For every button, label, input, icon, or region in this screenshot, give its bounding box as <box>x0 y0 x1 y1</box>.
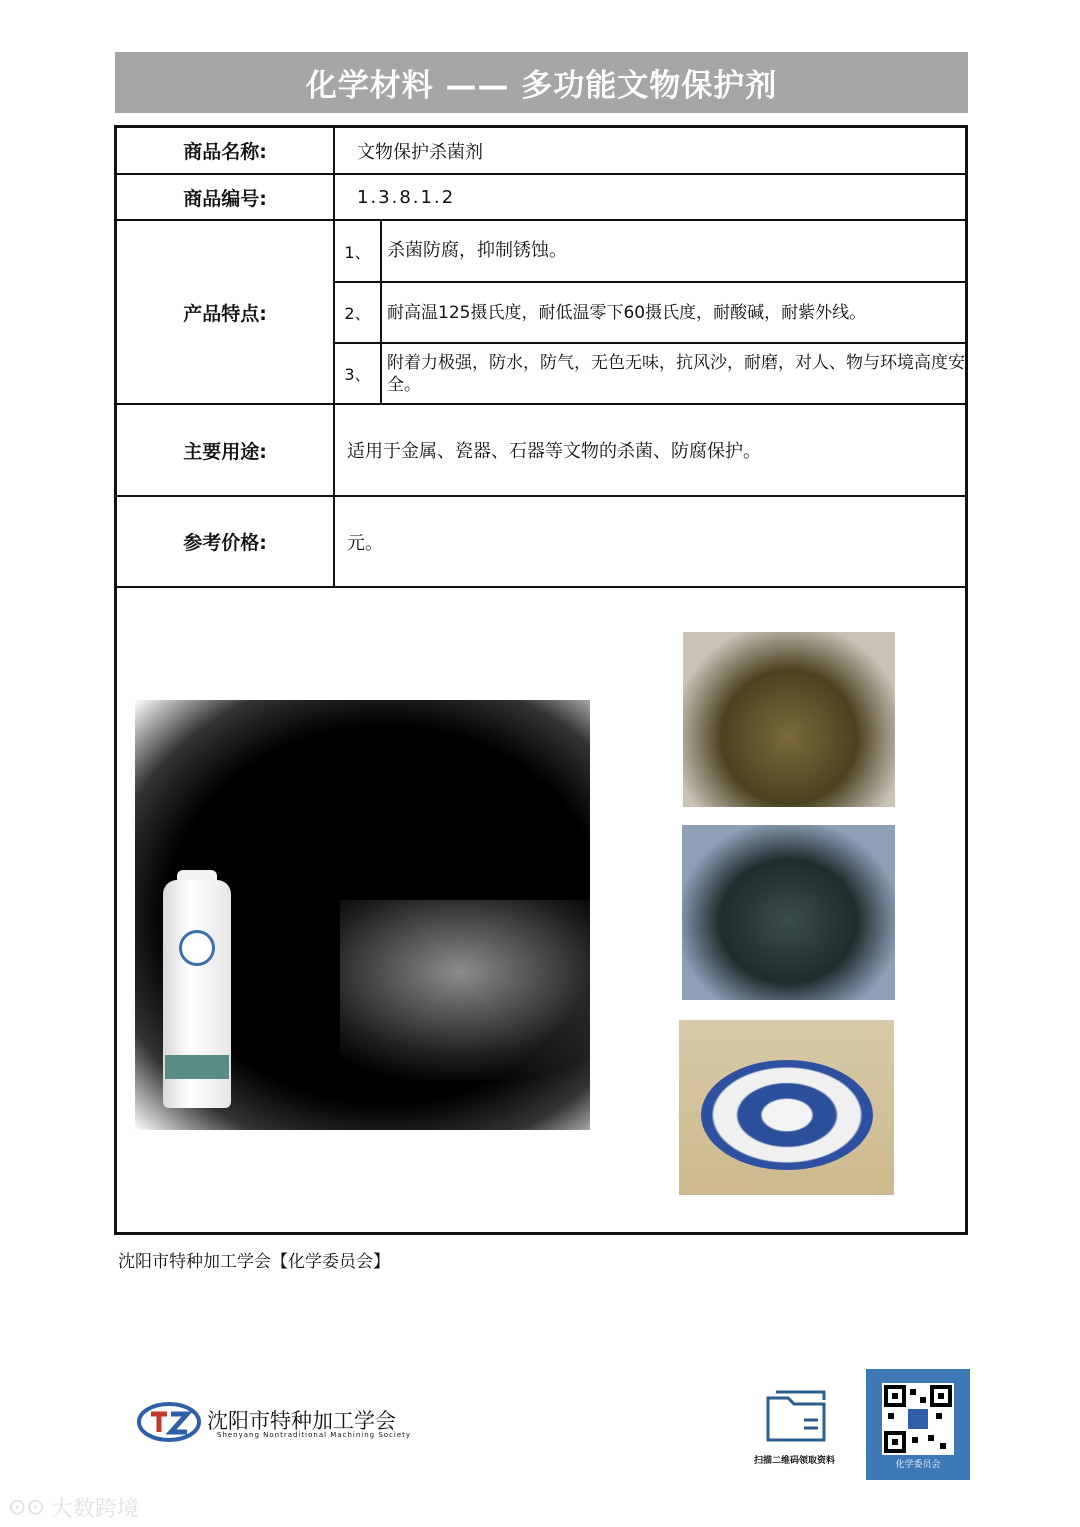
society-name: 沈阳市特种加工学会 <box>207 1409 396 1433</box>
name-label: 商品名称: <box>183 141 267 163</box>
use-label: 主要用途: <box>183 440 267 463</box>
qr-code-icon[interactable] <box>882 1383 954 1455</box>
qr-code-card[interactable] <box>866 1369 970 1480</box>
bottle-palace-band <box>165 1055 229 1079</box>
bottle-seal-icon <box>179 930 215 966</box>
price-value: 元。 <box>347 532 383 554</box>
feature-text: 杀菌防腐，抑制锈蚀。 <box>387 240 567 261</box>
watermark <box>8 1492 139 1523</box>
name-value: 文物保护杀菌剂 <box>357 141 483 163</box>
feature-text: 耐高温125摄氏度，耐低温零下60摄氏度，耐酸碱，耐紫外线。 <box>387 302 867 323</box>
page-title: 化学材料 —— 多功能文物保护剂 <box>305 68 778 104</box>
row-divider <box>114 586 968 588</box>
qr-label: 化学委员会 <box>895 1460 941 1470</box>
scan-instruction: 扫描二维码领取资料 <box>754 1456 836 1466</box>
code-value: 1.3.8.1.2 <box>357 186 456 208</box>
feature-number: 2、 <box>344 304 371 323</box>
price-label: 参考价格: <box>183 532 267 554</box>
bronze-gui-photo <box>682 825 895 1000</box>
watermark-text: 大数跨境 <box>50 1497 139 1522</box>
spray-mist <box>340 900 640 1080</box>
features-label: 产品特点: <box>183 302 267 325</box>
feature-number: 1、 <box>344 242 371 262</box>
feature-text: 附着力极强，防水，防气，无色无味，抗风沙，耐磨，对人、物与环境高度安全。 <box>387 352 965 395</box>
feature-number: 3、 <box>344 365 371 384</box>
bronze-vessel-photo <box>683 632 895 807</box>
organization-note: 沈阳市特种加工学会【化学委员会】 <box>118 1252 390 1272</box>
title-bar <box>115 52 968 113</box>
code-label: 商品编号: <box>183 187 267 210</box>
society-name-english: Shenyang Nontraditional Machining Society <box>217 1431 412 1439</box>
watermark-icon: ⊙⊙ <box>8 1495 45 1520</box>
porcelain-plate <box>701 1060 873 1170</box>
folder-icon <box>764 1388 832 1444</box>
porcelain-plate-photo <box>679 1020 894 1195</box>
spray-bottle-photo <box>135 700 590 1130</box>
use-value: 适用于金属、瓷器、石器等文物的杀菌、防腐保护。 <box>347 441 761 462</box>
society-logo-icon <box>137 1402 201 1442</box>
